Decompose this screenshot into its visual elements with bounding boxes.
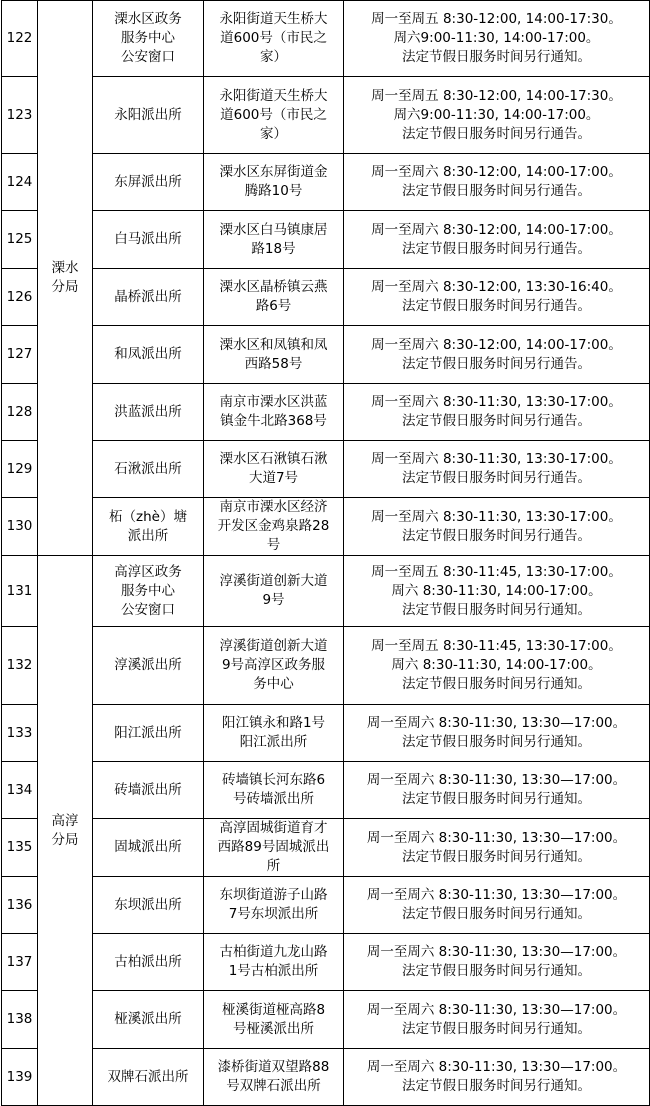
service-hours: 周一至周六 8:30-12:00, 14:00-17:00。 法定节假日服务时间另行通告。 [344, 326, 650, 384]
service-hours: 周一至周五 8:30-11:45, 13:30-17:00。 周六 8:30-11:30, 14:00-17:00。 法定节假日服务时间另行通知。 [344, 627, 650, 705]
service-hours: 周一至周六 8:30-12:00, 14:00-17:00。 法定节假日服务时间另行通告。 [344, 154, 650, 211]
location-address: 永阳街道天生桥大 道600号（市民之 家） [204, 1, 344, 77]
row-number: 124 [2, 154, 38, 211]
location-name: 东屏派出所 [93, 154, 204, 211]
location-address: 溧水区和凤镇和凤 西路58号 [204, 326, 344, 384]
row-number: 126 [2, 269, 38, 326]
row-number: 134 [2, 762, 38, 819]
table-row [2, 991, 650, 1049]
location-name: 砖墙派出所 [93, 762, 204, 819]
location-address: 溧水区晶桥镇云燕 路6号 [204, 269, 344, 326]
location-name: 永阳派出所 [93, 77, 204, 154]
location-name: 固城派出所 [93, 819, 204, 877]
row-number: 123 [2, 77, 38, 154]
table-row [2, 211, 650, 269]
location-address: 南京市溧水区经济 开发区金鸡泉路28 号 [204, 498, 344, 556]
service-hours: 周一至周六 8:30-12:00, 13:30-16:40。 法定节假日服务时间另行通告。 [344, 269, 650, 326]
row-number: 138 [2, 991, 38, 1049]
location-name: 高淳区政务 服务中心 公安窗口 [93, 556, 204, 627]
service-hours: 周一至周六 8:30-11:30, 13:30—17:00。 法定节假日服务时间另行通知。 [344, 991, 650, 1049]
table-row [2, 77, 650, 154]
location-address: 古柏街道九龙山路 1号古柏派出所 [204, 934, 344, 991]
location-name: 白马派出所 [93, 211, 204, 269]
branch-name-lishui: 溧水 分局 [38, 1, 93, 556]
location-address: 永阳街道天生桥大 道600号（市民之 家） [204, 77, 344, 154]
location-name: 淳溪派出所 [93, 627, 204, 705]
table-row [2, 384, 650, 441]
location-address: 溧水区东屏街道金 腾路10号 [204, 154, 344, 211]
table-row [2, 762, 650, 819]
row-number: 139 [2, 1049, 38, 1106]
table-row [2, 269, 650, 326]
location-name: 古柏派出所 [93, 934, 204, 991]
table-row [2, 1049, 650, 1106]
row-number: 127 [2, 326, 38, 384]
table-row [2, 441, 650, 498]
location-address: 桠溪街道桠高路8 号桠溪派出所 [204, 991, 344, 1049]
table-row [2, 556, 650, 627]
location-name: 双牌石派出所 [93, 1049, 204, 1106]
row-number: 130 [2, 498, 38, 556]
table-row [2, 627, 650, 705]
row-number: 125 [2, 211, 38, 269]
service-hours: 周一至周五 8:30-12:00, 14:00-17:30。 周六9:00-11:30, 14:00-17:00。 法定节假日服务时间另行通知。 [344, 1, 650, 77]
row-number: 129 [2, 441, 38, 498]
service-hours: 周一至周六 8:30-11:30, 13:30—17:00。 法定节假日服务时间另行通知。 [344, 819, 650, 877]
location-address: 淳溪街道创新大道 9号 [204, 556, 344, 627]
row-number: 132 [2, 627, 38, 705]
service-hours: 周一至周六 8:30-11:30, 13:30—17:00。 法定节假日服务时间另行通知。 [344, 934, 650, 991]
location-name: 阳江派出所 [93, 705, 204, 762]
location-name: 溧水区政务 服务中心 公安窗口 [93, 1, 204, 77]
service-locations-table [1, 0, 650, 1106]
location-name: 和凤派出所 [93, 326, 204, 384]
row-number: 137 [2, 934, 38, 991]
service-hours: 周一至周六 8:30-12:00, 14:00-17:00。 法定节假日服务时间另行通告。 [344, 211, 650, 269]
service-hours: 周一至周六 8:30-11:30, 13:30-17:00。 法定节假日服务时间另行通告。 [344, 498, 650, 556]
service-hours: 周一至周六 8:30-11:30, 13:30—17:00。 法定节假日服务时间另行通知。 [344, 762, 650, 819]
location-address: 南京市溧水区洪蓝 镇金牛北路368号 [204, 384, 344, 441]
location-address: 阳江镇永和路1号 阳江派出所 [204, 705, 344, 762]
location-name: 石湫派出所 [93, 441, 204, 498]
table-row [2, 498, 650, 556]
service-hours: 周一至周六 8:30-11:30, 13:30—17:00。 法定节假日服务时间另行通知。 [344, 705, 650, 762]
location-address: 漆桥街道双望路88 号双牌石派出所 [204, 1049, 344, 1106]
table-row [2, 326, 650, 384]
table-row [2, 705, 650, 762]
row-number: 128 [2, 384, 38, 441]
location-address: 溧水区白马镇康居 路18号 [204, 211, 344, 269]
location-address: 高淳固城街道育才 西路89号固城派出 所 [204, 819, 344, 877]
table-row [2, 154, 650, 211]
table-row [2, 819, 650, 877]
location-address: 溧水区石湫镇石湫 大道7号 [204, 441, 344, 498]
service-hours: 周一至周六 8:30-11:30, 13:30—17:00。 法定节假日服务时间另行通知。 [344, 877, 650, 934]
row-number: 133 [2, 705, 38, 762]
location-address: 淳溪街道创新大道 9号高淳区政务服 务中心 [204, 627, 344, 705]
table-row [2, 1, 650, 77]
service-hours: 周一至周五 8:30-11:45, 13:30-17:00。 周六 8:30-11:30, 14:00-17:00。 法定节假日服务时间另行通知。 [344, 556, 650, 627]
location-name: 桠溪派出所 [93, 991, 204, 1049]
location-name: 晶桥派出所 [93, 269, 204, 326]
table-row [2, 877, 650, 934]
service-hours: 周一至周六 8:30-11:30, 13:30-17:00。 法定节假日服务时间另行通告。 [344, 441, 650, 498]
table-row [2, 934, 650, 991]
location-address: 东坝街道游子山路 7号东坝派出所 [204, 877, 344, 934]
service-hours: 周一至周六 8:30-11:30, 13:30-17:00。 法定节假日服务时间另行通告。 [344, 384, 650, 441]
location-name: 东坝派出所 [93, 877, 204, 934]
location-name: 洪蓝派出所 [93, 384, 204, 441]
service-hours: 周一至周六 8:30-11:30, 13:30—17:00。 法定节假日服务时间另行通知。 [344, 1049, 650, 1106]
row-number: 122 [2, 1, 38, 77]
branch-name-gaochun: 高淳 分局 [38, 556, 93, 1106]
location-address: 砖墙镇长河东路6 号砖墙派出所 [204, 762, 344, 819]
row-number: 136 [2, 877, 38, 934]
row-number: 135 [2, 819, 38, 877]
service-hours: 周一至周五 8:30-12:00, 14:00-17:30。 周六9:00-11:30, 14:00-17:00。 法定节假日服务时间另行通告。 [344, 77, 650, 154]
location-name: 柘（zhè）塘 派出所 [93, 498, 204, 556]
row-number: 131 [2, 556, 38, 627]
